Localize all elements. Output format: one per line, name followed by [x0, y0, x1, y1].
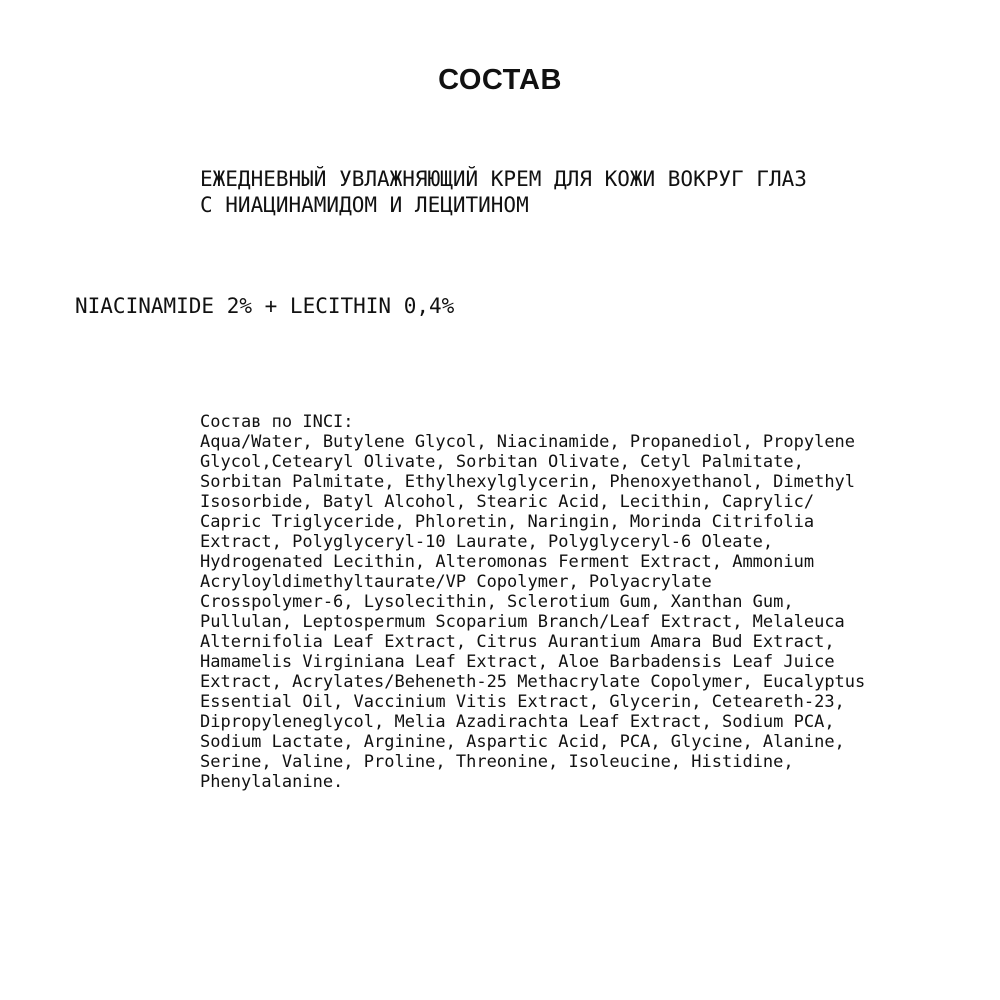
active-ingredients: NIACINAMIDE 2% + LECITHIN 0,4%: [75, 294, 455, 318]
page-title: СОСТАВ: [438, 64, 562, 96]
inci-line: Alternifolia Leaf Extract, Citrus Aurantium Amara Bud Extract,: [200, 632, 835, 652]
inci-line: Extract, Acrylates/Beheneth-25 Methacrylate Copolymer, Eucalyptus: [200, 672, 866, 692]
inci-line: Isosorbide, Batyl Alcohol, Stearic Acid, Lecithin, Caprylic/: [200, 492, 815, 512]
inci-heading: Состав по INCI:: [200, 412, 354, 432]
inci-line: Pullulan, Leptospermum Scoparium Branch/Leaf Extract, Melaleuca: [200, 612, 845, 632]
inci-line: Aqua/Water, Butylene Glycol, Niacinamide, Propanediol, Propylene: [200, 432, 856, 452]
inci-line: Crosspolymer-6, Lysolecithin, Sclerotium Gum, Xanthan Gum,: [200, 592, 794, 612]
inci-line: Hamamelis Virginiana Leaf Extract, Aloe Barbadensis Leaf Juice: [200, 652, 835, 672]
inci-line: Sodium Lactate, Arginine, Aspartic Acid, PCA, Glycine, Alanine,: [200, 732, 845, 752]
inci-line: Extract, Polyglyceryl-10 Laurate, Polyglyceryl-6 Oleate,: [200, 532, 774, 552]
inci-line: Serine, Valine, Proline, Threonine, Isoleucine, Histidine,: [200, 752, 794, 772]
inci-line: Hydrogenated Lecithin, Alteromonas Ferment Extract, Ammonium: [200, 552, 815, 572]
inci-line: Dipropyleneglycol, Melia Azadirachta Leaf Extract, Sodium PCA,: [200, 712, 835, 732]
inci-line: Sorbitan Palmitate, Ethylhexylglycerin, Phenoxyethanol, Dimethyl: [200, 472, 856, 492]
product-description: ЕЖЕДНЕВНЫЙ УВЛАЖНЯЮЩИЙ КРЕМ ДЛЯ КОЖИ ВОКРУГ ГЛАЗ С НИАЦИНАМИДОМ И ЛЕЦИТИНОМ: [200, 167, 807, 217]
inci-line: Essential Oil, Vaccinium Vitis Extract, Glycerin, Ceteareth-23,: [200, 692, 845, 712]
inci-line: Phenylalanine.: [200, 772, 344, 792]
inci-line: Acryloyldimethyltaurate/VP Copolymer, Polyacrylate: [200, 572, 712, 592]
inci-line: Capric Triglyceride, Phloretin, Naringin, Morinda Citrifolia: [200, 512, 815, 532]
inci-ingredients-list: [200, 412, 960, 792]
inci-line: Glycol,Cetearyl Olivate, Sorbitan Olivate, Cetyl Palmitate,: [200, 452, 804, 472]
